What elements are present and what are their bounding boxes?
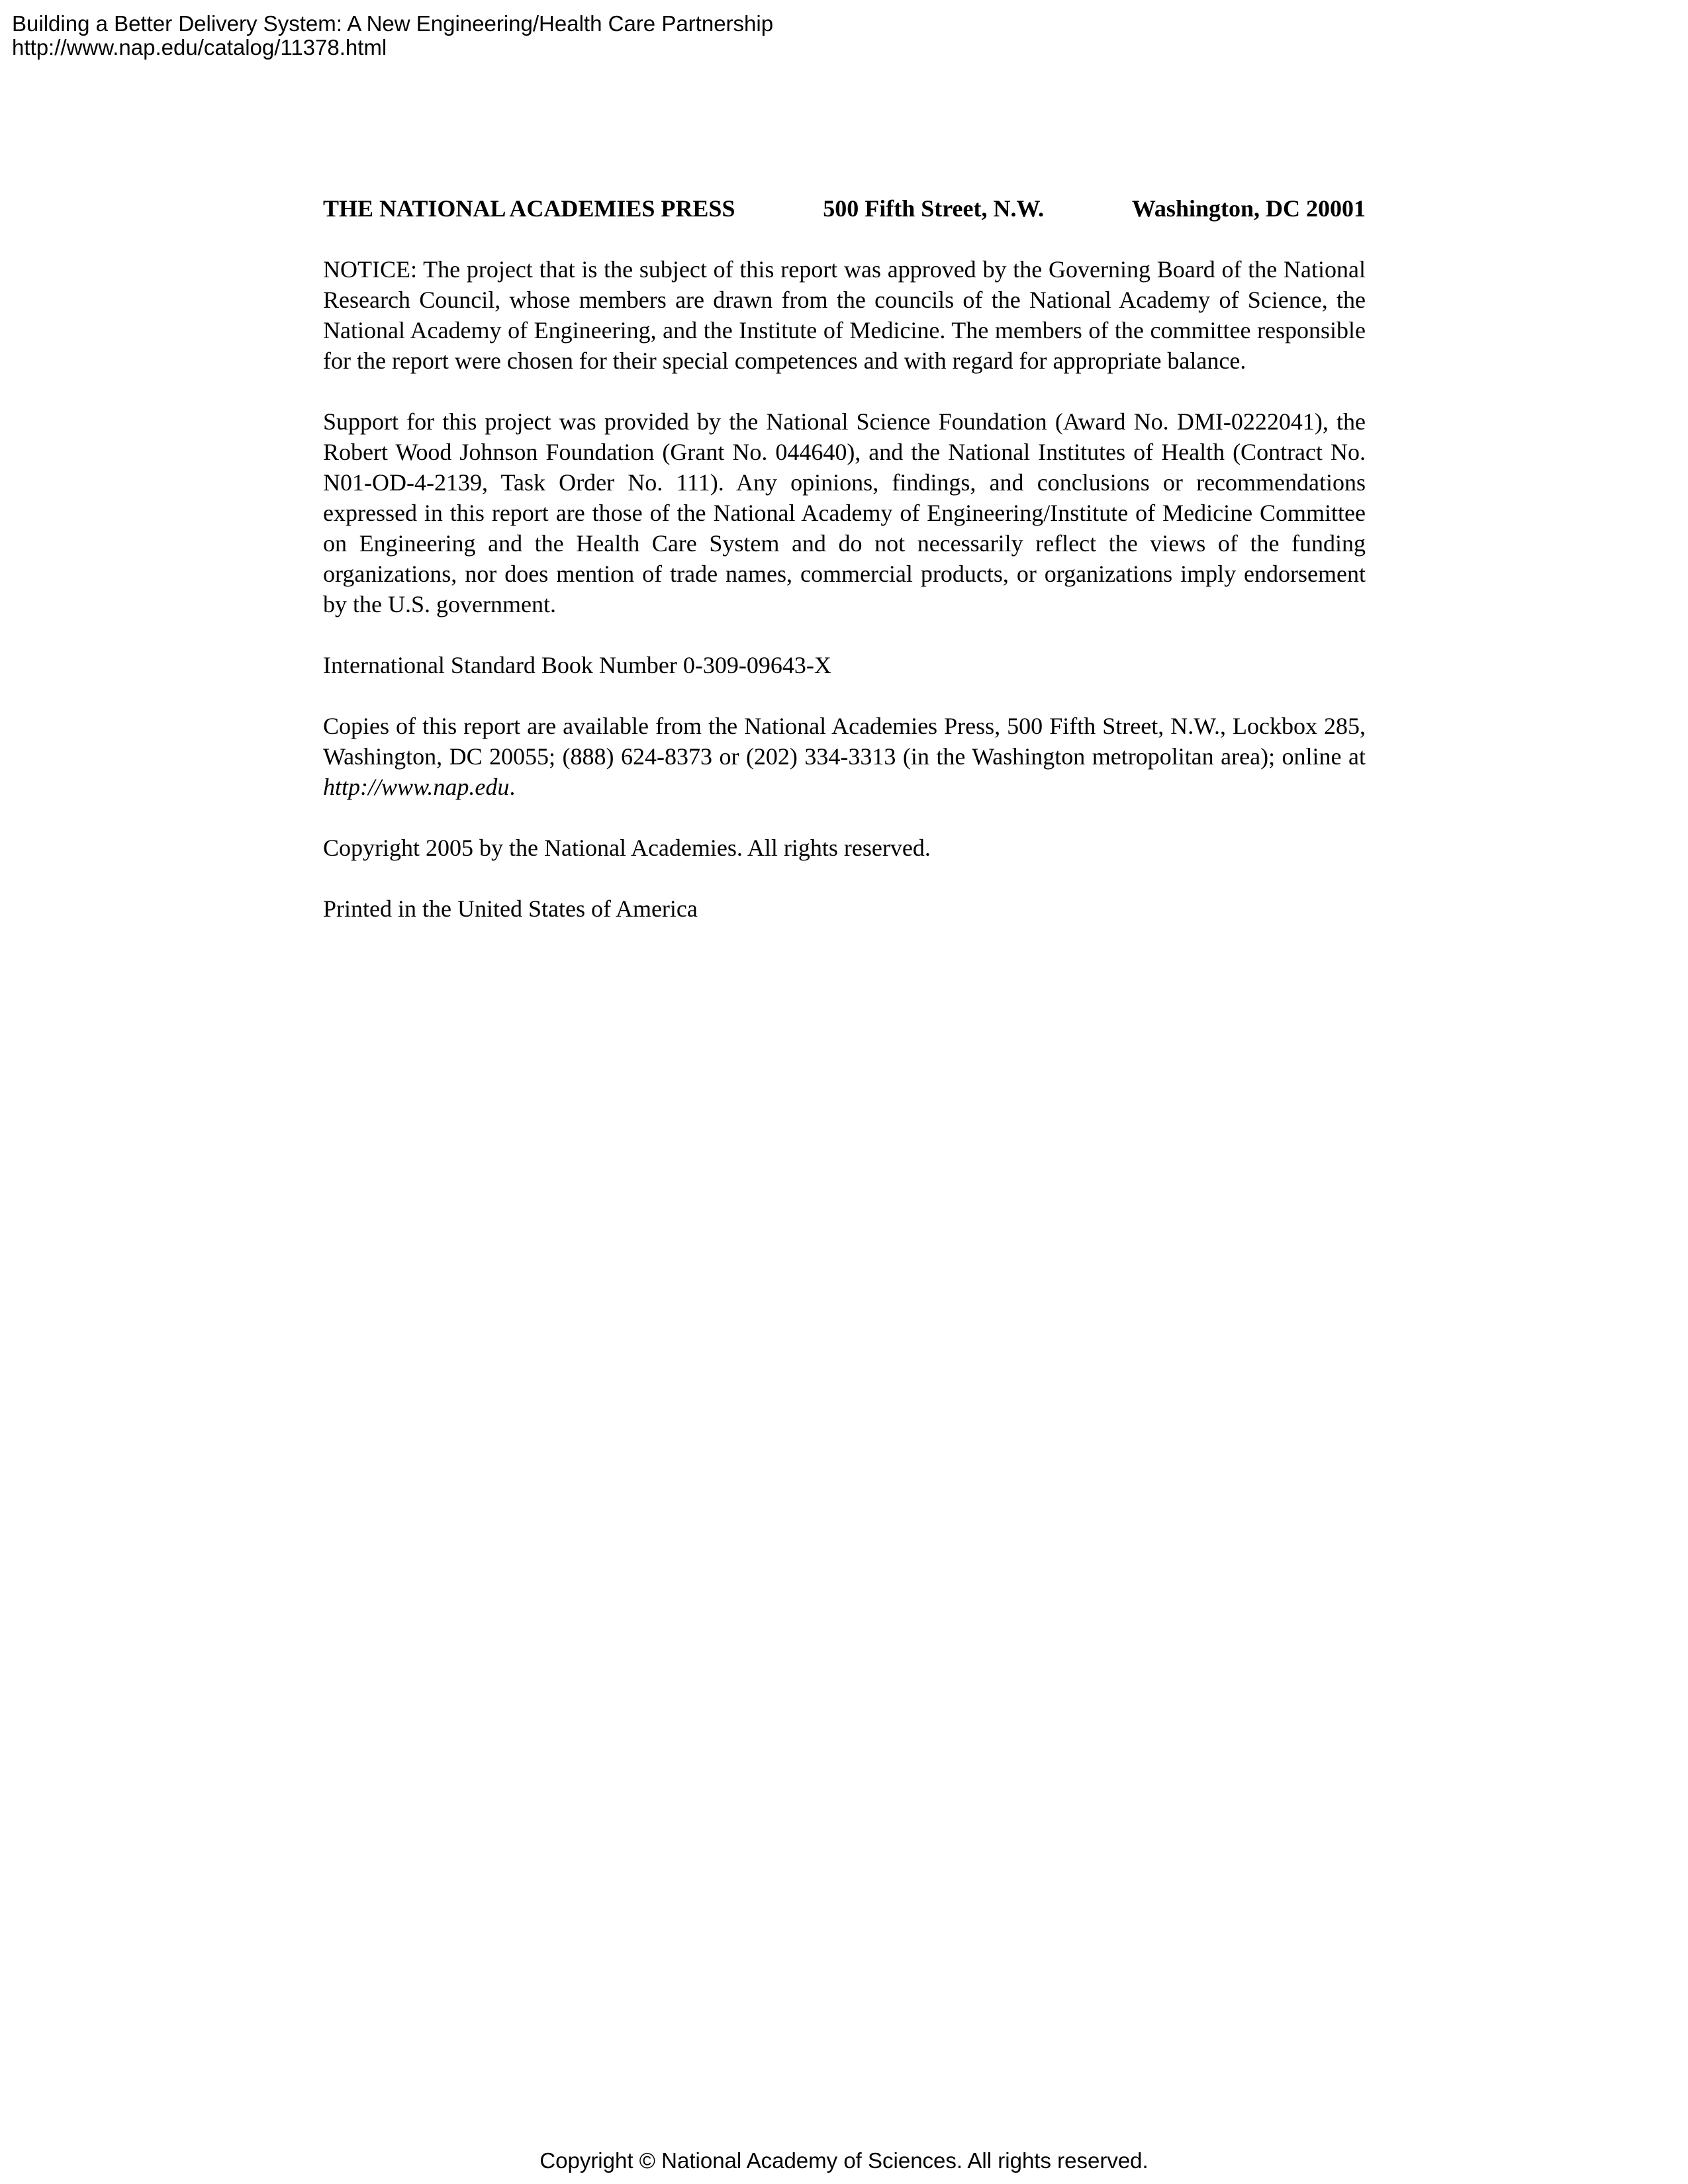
copyright-line: Copyright 2005 by the National Academies. All rights reserved. xyxy=(323,835,931,861)
isbn-line: International Standard Book Number 0-309-09643-X xyxy=(323,652,831,678)
page-footer: Copyright © National Academy of Sciences. All rights reserved. xyxy=(539,2148,1149,2173)
copies-end: . xyxy=(509,774,516,800)
notice-paragraph: NOTICE: The project that is the subject of this report was approved by the Governing Board of the National Research Council, whose members are drawn from the councils of the National Academy of Science, the National Academy of Engineering, and the Institute of Medicine. The members of the committee responsible for the report were chosen for their special competences and with regard for appropriate balance. xyxy=(323,256,1366,374)
nap-website-link[interactable]: http://www.nap.edu xyxy=(323,774,510,800)
publisher-street: 500 Fifth Street, N.W. xyxy=(823,195,1045,222)
copies-paragraph xyxy=(323,711,1366,802)
printed-line: Printed in the United States of America xyxy=(323,895,698,922)
support-paragraph: Support for this project was provided by the National Science Foundation (Award No. DMI-0222041), the Robert Wood Johnson Foundation (Grant No. 044640), and the National Institutes of Health (Contract No. N01-OD-4-2139, Task Order No. 111). Any opinions, findings, and conclusions or recommendations expressed in this report are those of the National Academy of Engineering/Institute of Medicine Committee on Engineering and the Health Care System and do not necessarily reflect the views of the funding organizations, nor does mention of trade names, commercial products, or organizations imply endorsement by the U.S. government. xyxy=(323,408,1366,617)
document-title: Building a Better Delivery System: A New Engineering/Health Care Partnership xyxy=(12,11,774,36)
publisher-city: Washington, DC 20001 xyxy=(1131,195,1366,222)
running-header xyxy=(12,12,773,60)
publisher-name: THE NATIONAL ACADEMIES PRESS xyxy=(323,195,735,222)
copyright-page-body xyxy=(323,193,1366,954)
publisher-masthead xyxy=(323,193,1366,224)
copies-text: Copies of this report are available from the National Academies Press, 500 Fifth Street, N.W., Lockbox 285, Washington, DC 20055; (888) 624-8373 or (202) 334-3313 (in the Washington metropolitan area); online at xyxy=(323,713,1366,770)
document-url[interactable]: http://www.nap.edu/catalog/11378.html xyxy=(12,35,387,60)
